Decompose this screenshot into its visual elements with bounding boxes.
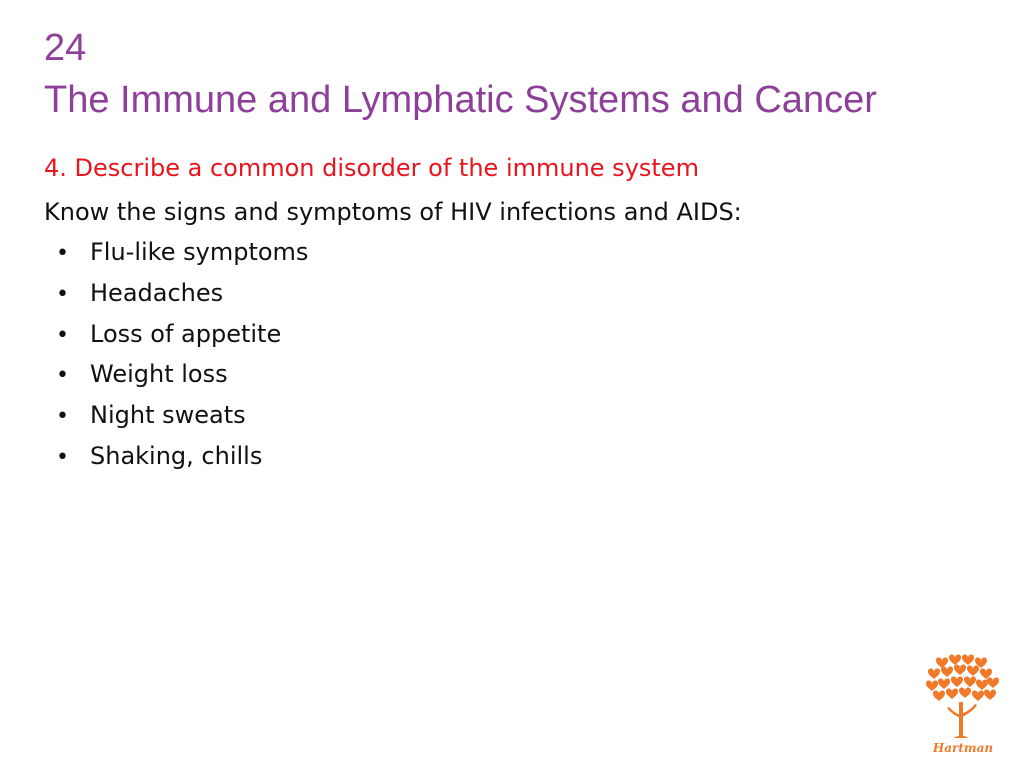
intro-text: Know the signs and symptoms of HIV infections and AIDS: bbox=[44, 198, 742, 226]
chapter-title: The Immune and Lymphatic Systems and Cancer bbox=[44, 79, 877, 121]
bullet-icon: • bbox=[56, 404, 69, 430]
symptom-text: Shaking, chills bbox=[90, 441, 263, 470]
symptom-text: Headaches bbox=[90, 278, 224, 307]
list-item bbox=[56, 358, 308, 399]
hartman-logo bbox=[922, 652, 1004, 756]
list-item bbox=[56, 277, 308, 318]
list-item bbox=[56, 318, 308, 359]
bullet-icon: • bbox=[56, 363, 69, 389]
symptom-text: Loss of appetite bbox=[90, 319, 282, 348]
list-item bbox=[56, 440, 308, 481]
bullet-icon: • bbox=[56, 444, 69, 470]
bullet-icon: • bbox=[56, 281, 69, 307]
chapter-number: 24 bbox=[44, 27, 87, 69]
symptom-text: Night sweats bbox=[90, 401, 246, 430]
learning-objective: 4. Describe a common disorder of the immune system bbox=[44, 154, 699, 182]
bullet-icon: • bbox=[56, 241, 69, 266]
heart-tree-icon bbox=[922, 652, 1004, 756]
symptom-text: Weight loss bbox=[90, 360, 228, 389]
bullet-icon: • bbox=[56, 322, 69, 348]
list-item bbox=[56, 236, 308, 277]
symptom-list bbox=[56, 236, 308, 481]
list-item bbox=[56, 399, 308, 440]
symptom-text: Flu-like symptoms bbox=[90, 238, 309, 266]
logo-wordmark: Hartman bbox=[932, 741, 994, 755]
